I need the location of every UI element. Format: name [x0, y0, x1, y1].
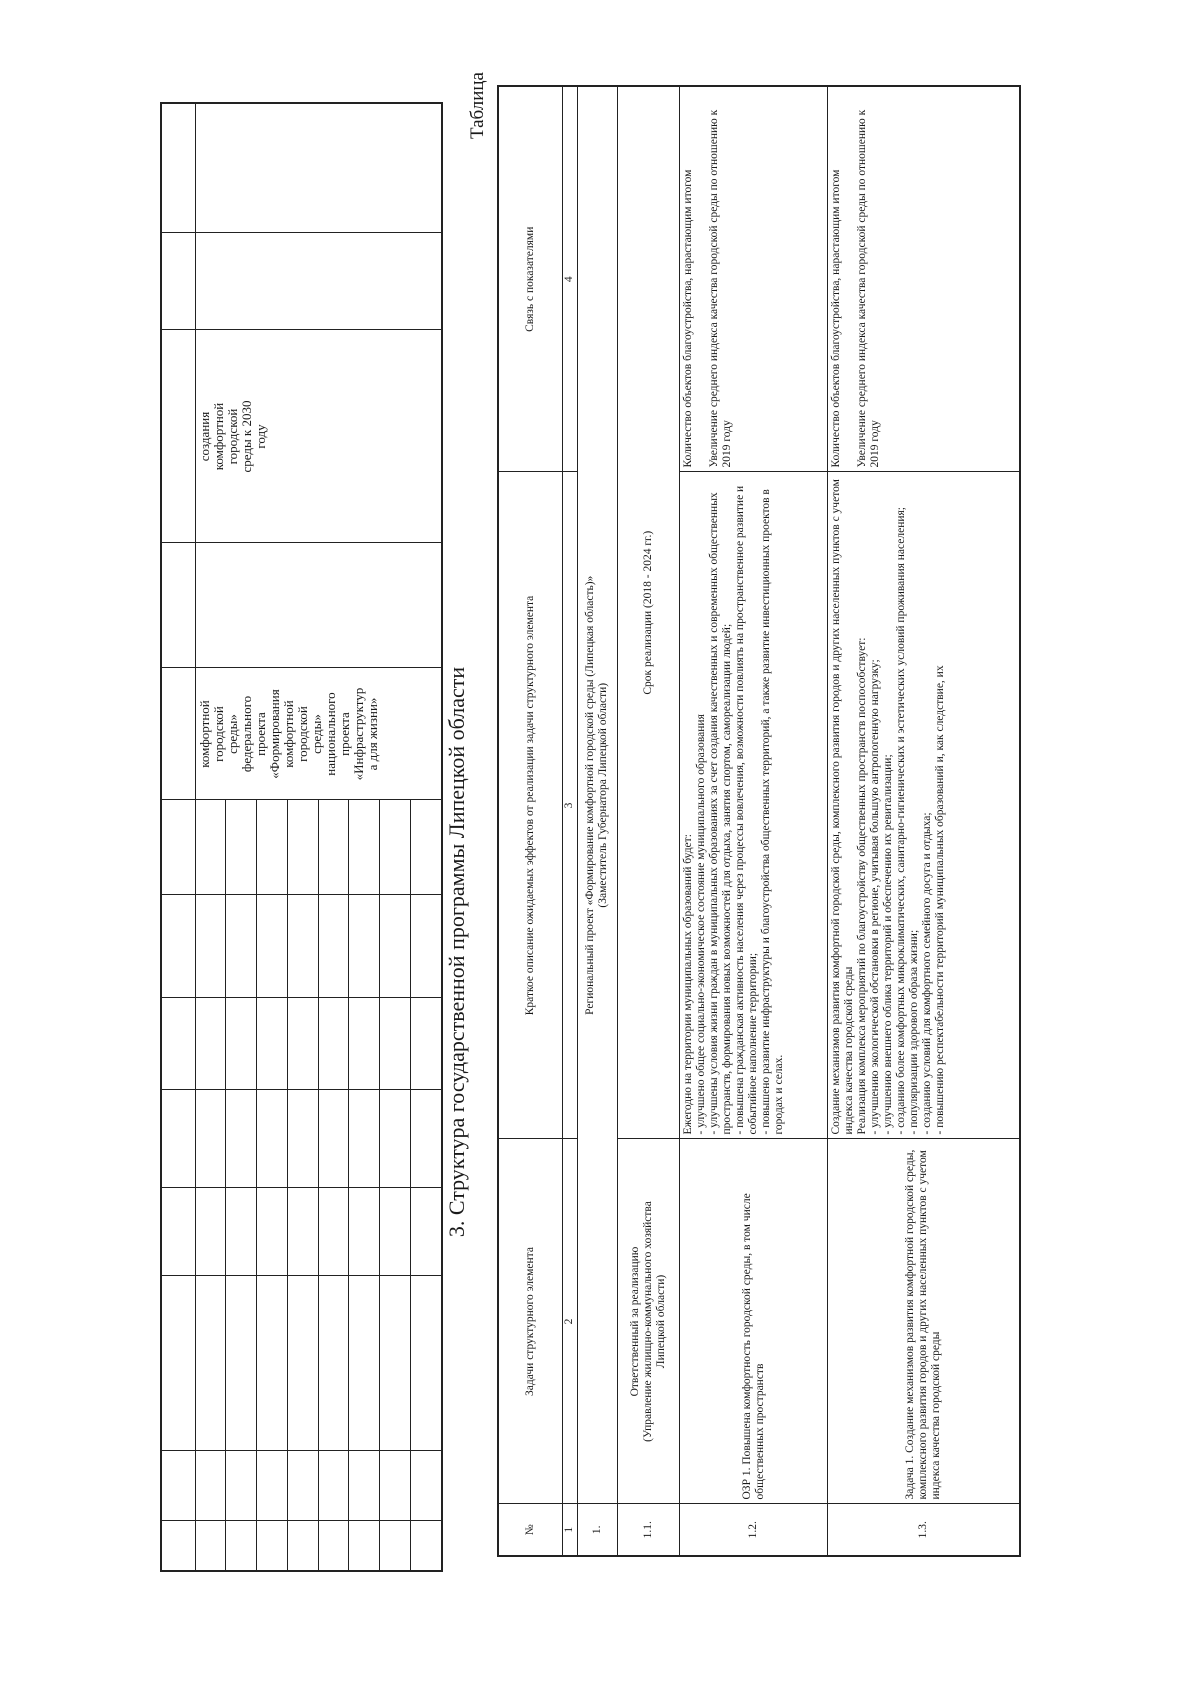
header-effects: Краткое описание ожидаемых эффектов от реализации задачи структурного элемента — [498, 472, 563, 1139]
row-1-3 — [828, 86, 1020, 1556]
column-number-row — [563, 86, 578, 1556]
col-number: 3 — [563, 472, 578, 1139]
header-row — [498, 86, 563, 1556]
row-1-2-num: 1.2. — [680, 1504, 828, 1556]
col-number: 4 — [563, 86, 578, 472]
regional-project-title: Региональный проект «Формирование комфортной городской среды (Липецкая область)» (Заместитель Губернатора Липецкой области) — [577, 86, 617, 1504]
col-number: 2 — [563, 1139, 578, 1504]
responsible-cell: Ответственный за реализацию (Управление жилищно-коммунального хозяйства Липецкой области) — [617, 1139, 680, 1504]
row-1-num: 1. — [577, 1504, 617, 1556]
row-1-3-link: Количество объектов благоустройства, нарастающим итогом Увеличение среднего индекса качества городской среды по отношению к 2019 году — [828, 86, 1020, 472]
row-1-3-num: 1.3. — [828, 1504, 1020, 1556]
row-1-1 — [617, 86, 680, 1556]
continuation-table — [160, 104, 443, 1572]
row-1 — [577, 86, 617, 1556]
header-tasks: Задачи структурного элемента — [498, 1139, 563, 1504]
table-label-block — [466, 72, 496, 192]
section-title-block — [443, 452, 483, 1452]
row-1-2-task: ОЗР 1. Повышена комфортность городской среды, в том числе общественных пространств — [680, 1139, 828, 1504]
continuation-row — [161, 103, 195, 1571]
table-label: Таблица — [467, 72, 488, 140]
continuation-cell-project: комфортной городской среды» федерального проекта «Формирования комфортной городской среды» национального проекта «Инфраструктур а для жизни» — [195, 668, 442, 800]
header-link: Связь с показателями — [498, 86, 563, 472]
row-1-3-effects: Создание механизмов развития комфортной городской среды, комплексного развития городов и других населенных пунктов с учетом индекса качества городской среды Реализация комплекса мероприятий по благоустройству общественных пространств поспособствует: - улучшению экологической обстановки в регионе, учитывая большую антропогенную нагрузку; - улучшению внешнего облика территорий и обеспечению их ревитализации; - созданию более комфортных микроклиматических, санитарно-гигиенических и эстетических условий проживания населения; - популяризации здорового образа жизни; - созданию условий для комфортного семейного досуга и отдыха; - повышению респектабельности территорий муниципальных образований и, как следствие, их — [828, 472, 1020, 1139]
continuation-row — [195, 103, 226, 1571]
program-structure-table — [497, 87, 1021, 1557]
continuation-cell-goal: создания комфортной городской среды к 2030 году — [195, 330, 442, 543]
period-cell: Срок реализации (2018 - 2024 гг.) — [617, 86, 680, 1139]
row-1-3-task: Задача 1. Создание механизмов развития комфортной городской среды, комплексного развития городов и других населенных пунктов с учетом индекса качества городской среды — [828, 1139, 1020, 1504]
col-number: 1 — [563, 1504, 578, 1556]
row-1-2-effects: Ежегодно на территории муниципальных образований будет: - улучшено общее социально-экономическое состояние муниципального образования - улучшены условия жизни граждан в муниципальных образованиях за счет создания качественных и современных общественных пространств, формирования новых возможностей для отдыха, занятия спортом, самореализации людей; - повышена гражданская активность населения через процессы вовлечения, возможности повлиять на пространственное развитие и событийное наполнение территории; - повышено развитие инфраструктуры и благоустройства общественных территорий, а также развитие инвестиционных проектов в городах и селах. — [680, 472, 828, 1139]
row-1-2 — [680, 86, 828, 1556]
row-1-1-num: 1.1. — [617, 1504, 680, 1556]
section-title: 3. Структура государственной программы Липецкой области — [444, 666, 469, 1238]
row-1-2-link: Количество объектов благоустройства, нарастающим итогом Увеличение среднего индекса качества городской среды по отношению к 2019 году — [680, 86, 828, 472]
header-num: № — [498, 1504, 563, 1556]
